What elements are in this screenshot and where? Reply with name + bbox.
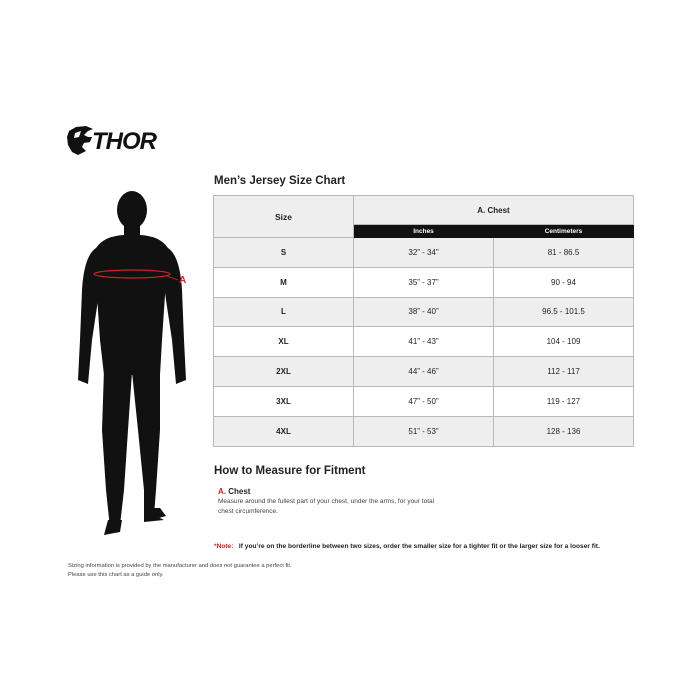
inches-cell: 51” - 53” [354, 416, 494, 446]
size-cell: XL [214, 327, 354, 357]
size-cell: 4XL [214, 416, 354, 446]
size-cell: S [214, 238, 354, 268]
centimeters-cell: 96.5 - 101.5 [494, 297, 634, 327]
size-table [213, 195, 634, 447]
inches-cell: 41” - 43” [354, 327, 494, 357]
table-row [214, 357, 634, 387]
note-label: *Note: [214, 543, 234, 550]
inches-cell: 38” - 40” [354, 297, 494, 327]
table-row [214, 416, 634, 446]
disclaimer-line: Sizing information is provided by the manufacturer and does not guarantee a perfect fit. [68, 563, 292, 569]
centimeters-cell: 104 - 109 [494, 327, 634, 357]
chest-measure-description: Measure around the fullest part of your chest, under the arms, for your total chest circumference. [218, 498, 435, 515]
size-cell: 3XL [214, 386, 354, 416]
size-cell: M [214, 267, 354, 297]
disclaimer-line: Please use this chart as a guide only. [68, 571, 164, 578]
note-text: If you’re on the borderline between two sizes, order the smaller size for a tighter fit or the larger size for a looser fit. [238, 543, 600, 550]
chest-measure-heading [218, 487, 250, 496]
size-column-header: Size [214, 196, 354, 238]
centimeters-cell: 119 - 127 [494, 386, 634, 416]
table-row [214, 238, 634, 268]
sizing-note [214, 543, 600, 550]
size-chart-title: Men’s Jersey Size Chart [214, 175, 346, 187]
disclaimer [68, 562, 328, 579]
inches-cell: 35” - 37” [354, 267, 494, 297]
chest-column-header: A. Chest [354, 196, 634, 225]
size-cell: L [214, 297, 354, 327]
brand-name: THOR [92, 128, 156, 155]
inches-column-header: Inches [354, 225, 494, 238]
centimeters-cell: 90 - 94 [494, 267, 634, 297]
inches-cell: 44” - 46” [354, 357, 494, 387]
inches-cell: 47” - 50” [354, 386, 494, 416]
body-silhouette [74, 190, 196, 540]
centimeters-column-header: Centimeters [494, 225, 634, 238]
table-row [214, 267, 634, 297]
chest-measure-name: Chest [228, 487, 251, 496]
centimeters-cell: 128 - 136 [494, 416, 634, 446]
table-row [214, 297, 634, 327]
table-row [214, 386, 634, 416]
centimeters-cell: 112 - 117 [494, 357, 634, 387]
size-cell: 2XL [214, 357, 354, 387]
fitment-title: How to Measure for Fitment [214, 465, 366, 477]
brand-logo [66, 125, 170, 157]
chest-measure-letter: A. [218, 487, 226, 496]
chest-marker-label: A [179, 275, 187, 286]
table-row [214, 327, 634, 357]
centimeters-cell: 81 - 86.5 [494, 238, 634, 268]
inches-cell: 32” - 34” [354, 238, 494, 268]
